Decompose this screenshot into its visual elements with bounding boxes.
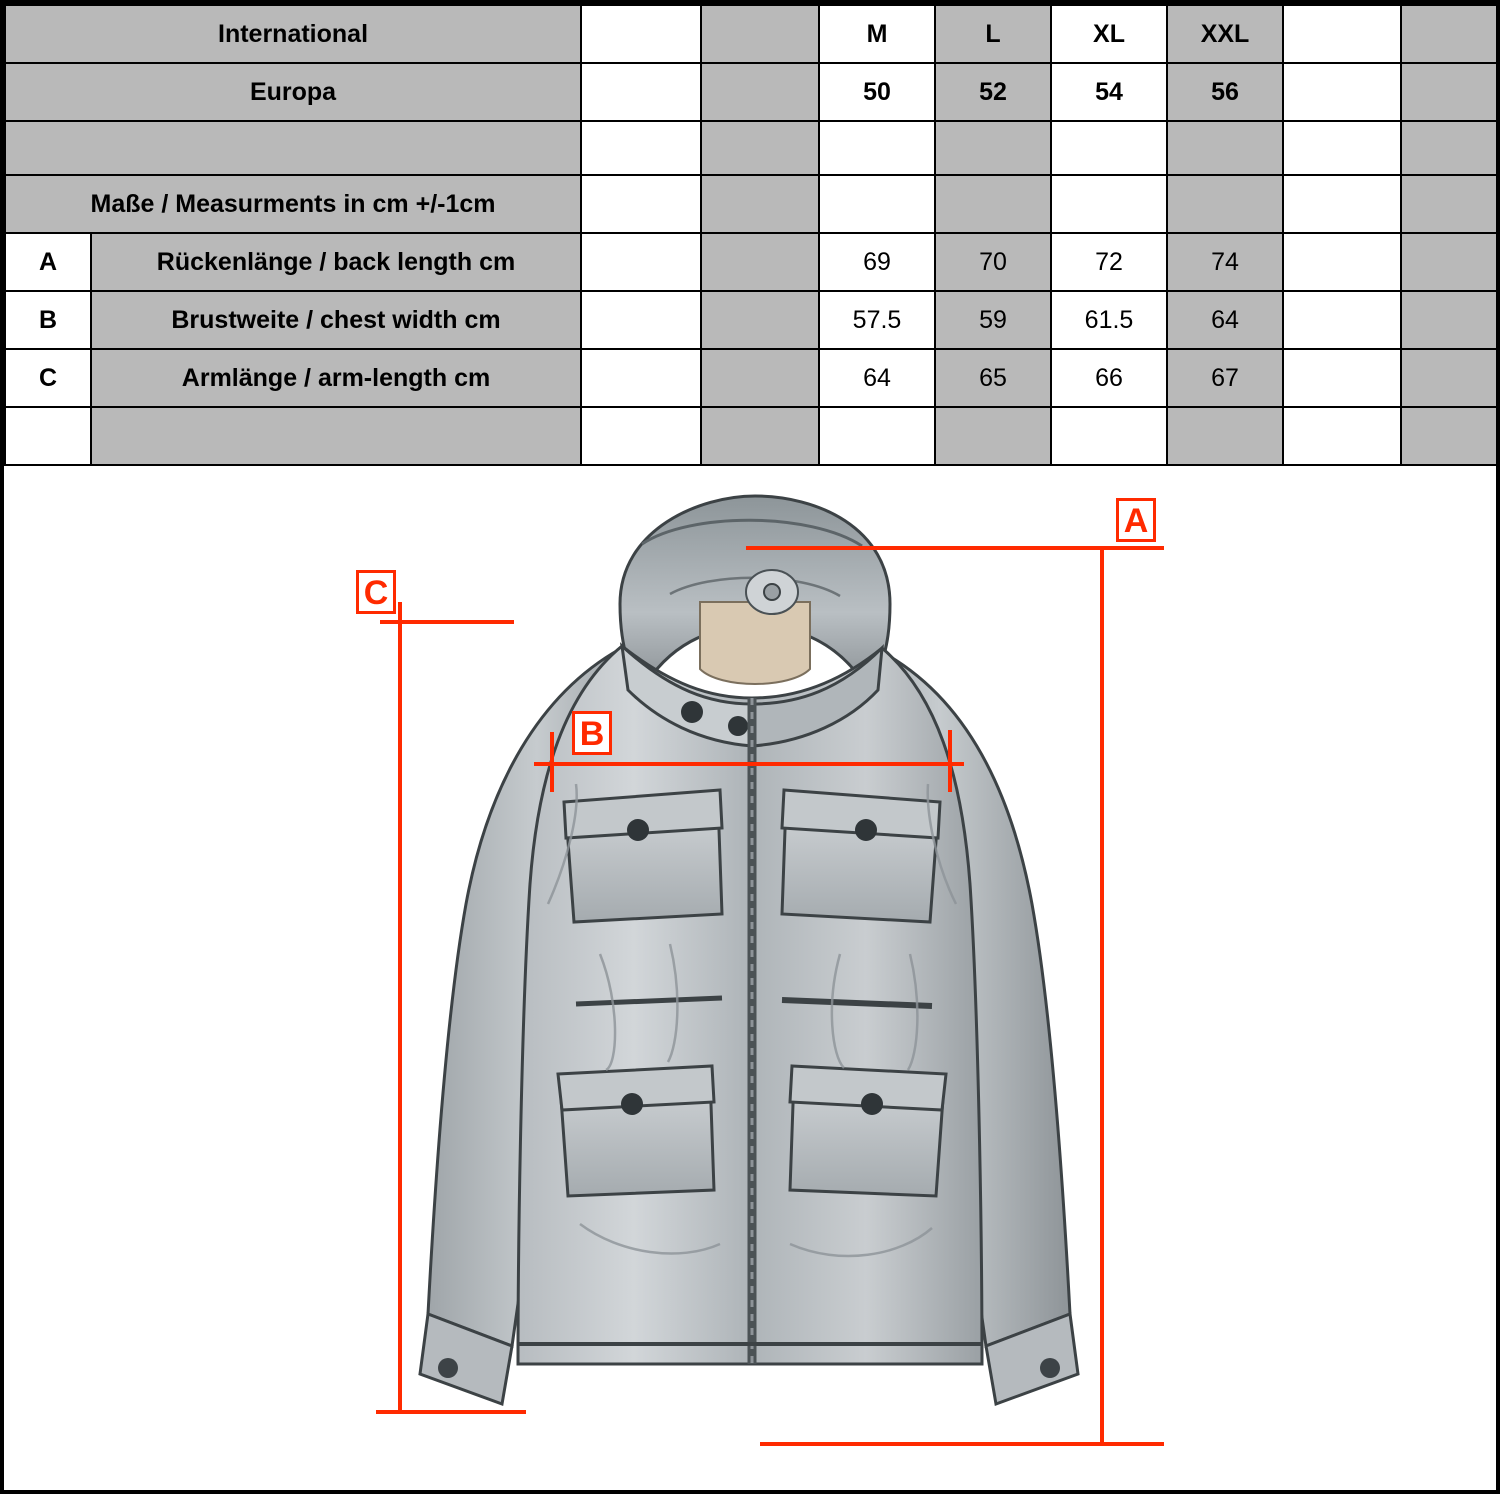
measurement-label-b: Brustweite / chest width cm: [91, 291, 581, 349]
blank-cell: [1401, 175, 1500, 233]
blank-cell: [1283, 233, 1401, 291]
measure-line-b-left-tick: [550, 732, 554, 792]
blank-cell: [701, 291, 819, 349]
measure-tag-c: C: [356, 570, 396, 614]
value-c-l: 65: [935, 349, 1051, 407]
blank-cell: [1283, 5, 1401, 63]
value-a-m: 69: [819, 233, 935, 291]
blank-cell: [1283, 349, 1401, 407]
blank-cell: [1283, 121, 1401, 175]
value-b-xxl: 64: [1167, 291, 1283, 349]
blank-cell: [581, 5, 701, 63]
blank-cell: [701, 63, 819, 121]
measure-line-c-bottom: [376, 1410, 526, 1414]
blank-cell: [1283, 63, 1401, 121]
value-b-xl: 61.5: [1051, 291, 1167, 349]
blank-cell: [1167, 121, 1283, 175]
value-b-l: 59: [935, 291, 1051, 349]
blank-cell: [1051, 175, 1167, 233]
size-cell-56: 56: [1167, 63, 1283, 121]
blank-cell: [819, 407, 935, 465]
size-cell-xl: XL: [1051, 5, 1167, 63]
blank-cell: [935, 175, 1051, 233]
blank-cell: [819, 175, 935, 233]
jacket-image: [370, 484, 1130, 1444]
measurement-letter-b: B: [5, 291, 91, 349]
blank-cell: [581, 175, 701, 233]
row-label-international: International: [5, 5, 581, 63]
value-c-xxl: 67: [1167, 349, 1283, 407]
value-b-m: 57.5: [819, 291, 935, 349]
blank-cell: [581, 291, 701, 349]
measure-line-a-top: [746, 546, 1164, 550]
value-a-xxl: 74: [1167, 233, 1283, 291]
value-a-l: 70: [935, 233, 1051, 291]
blank-cell: [1167, 175, 1283, 233]
size-table: [4, 4, 1500, 466]
value-c-xl: 66: [1051, 349, 1167, 407]
row-label-europa: Europa: [5, 63, 581, 121]
blank-cell: [1283, 291, 1401, 349]
blank-cell: [701, 233, 819, 291]
size-cell-l: L: [935, 5, 1051, 63]
measurement-letter-c: C: [5, 349, 91, 407]
blank-cell: [581, 233, 701, 291]
blank-cell: [5, 407, 91, 465]
blank-cell: [581, 63, 701, 121]
blank-cell: [701, 175, 819, 233]
blank-cell: [1401, 291, 1500, 349]
size-cell-xxl: XXL: [1167, 5, 1283, 63]
table-row-measurement-b: [5, 291, 1500, 349]
measure-line-c-top: [380, 620, 514, 624]
size-cell-52: 52: [935, 63, 1051, 121]
value-c-m: 64: [819, 349, 935, 407]
blank-cell: [701, 121, 819, 175]
blank-cell: [1051, 121, 1167, 175]
blank-cell: [1401, 5, 1500, 63]
measurement-label-c: Armlänge / arm-length cm: [91, 349, 581, 407]
table-row-footer: [5, 407, 1500, 465]
blank-cell: [1401, 121, 1500, 175]
blank-cell: [5, 121, 581, 175]
measurement-label-a: Rückenlänge / back length cm: [91, 233, 581, 291]
row-label-measurements: Maße / Measurments in cm +/-1cm: [5, 175, 581, 233]
measure-line-b-horizontal: [534, 762, 964, 766]
blank-cell: [701, 407, 819, 465]
blank-cell: [1401, 349, 1500, 407]
blank-cell: [581, 407, 701, 465]
table-row-europa: [5, 63, 1500, 121]
blank-cell: [581, 121, 701, 175]
blank-cell: [819, 121, 935, 175]
size-cell-50: 50: [819, 63, 935, 121]
blank-cell: [91, 407, 581, 465]
blank-cell: [581, 349, 701, 407]
blank-cell: [1401, 63, 1500, 121]
garment-illustration: [4, 466, 1496, 1478]
blank-cell: [1051, 407, 1167, 465]
size-cell-54: 54: [1051, 63, 1167, 121]
table-row-measurements-heading: [5, 175, 1500, 233]
measure-line-c-vertical: [398, 602, 402, 1414]
measure-line-b-right-tick: [948, 730, 952, 792]
blank-cell: [935, 121, 1051, 175]
table-row-measurement-c: [5, 349, 1500, 407]
blank-cell: [1283, 407, 1401, 465]
measure-line-a-bottom: [760, 1442, 1164, 1446]
table-row-measurement-a: [5, 233, 1500, 291]
measure-line-a-vertical: [1100, 546, 1104, 1446]
blank-cell: [701, 5, 819, 63]
table-row-international: [5, 5, 1500, 63]
measure-tag-a: A: [1116, 498, 1156, 542]
blank-cell: [1401, 407, 1500, 465]
blank-cell: [935, 407, 1051, 465]
measure-tag-b: B: [572, 711, 612, 755]
blank-cell: [1283, 175, 1401, 233]
blank-cell: [1167, 407, 1283, 465]
measurement-letter-a: A: [5, 233, 91, 291]
table-row-spacer: [5, 121, 1500, 175]
blank-cell: [701, 349, 819, 407]
blank-cell: [1401, 233, 1500, 291]
value-a-xl: 72: [1051, 233, 1167, 291]
size-cell-m: M: [819, 5, 935, 63]
